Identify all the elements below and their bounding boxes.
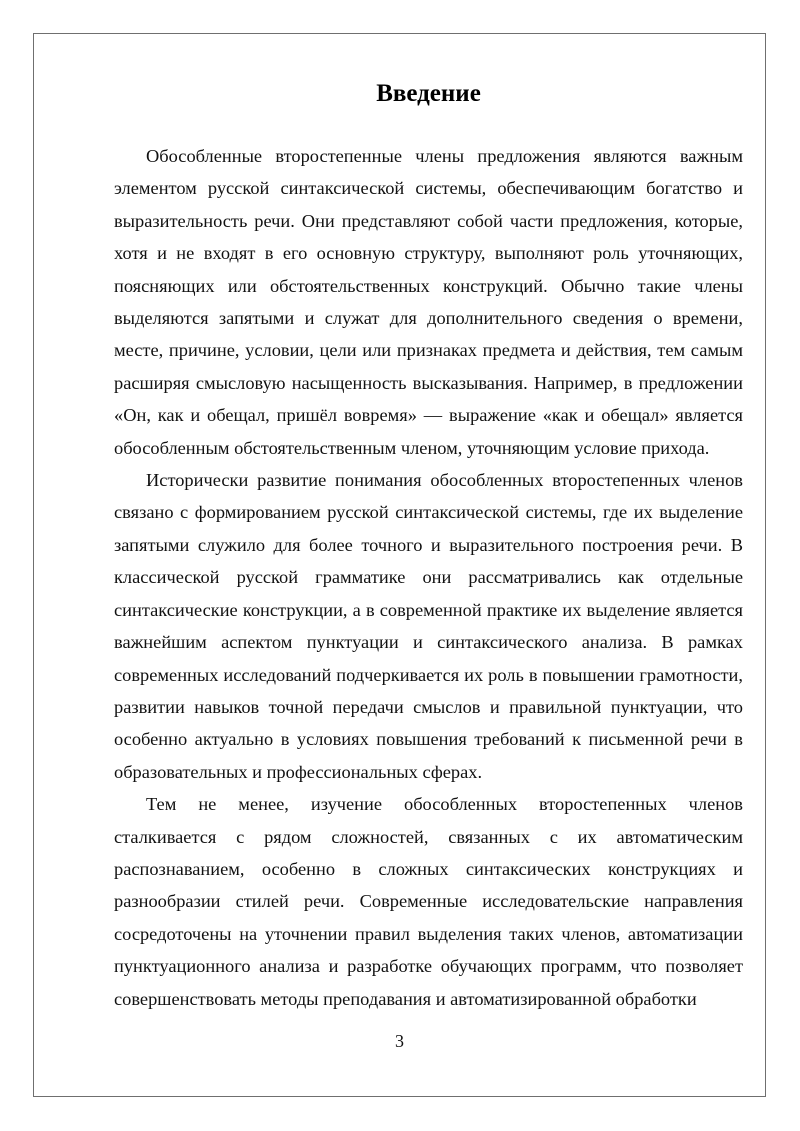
page-content bbox=[114, 78, 743, 1015]
paragraph-2: Исторически развитие понимания обособленных второстепенных членов связано с формированием русской синтаксической системы, где их выделение запятыми служило для более точного и выразительного построения речи. В классической русской грамматике они рассматривались как отдельные синтаксические конструкции, а в современной практике их выделение является важнейшим аспектом пунктуации и синтаксического анализа. В рамках современных исследований подчеркивается их роль в повышении грамотности, развитии навыков точной передачи смыслов и правильной пунктуации, что особенно актуально в условиях повышения требований к письменной речи в образовательных и профессиональных сферах. bbox=[114, 470, 743, 782]
page-number: 3 bbox=[395, 1031, 404, 1051]
paragraph-3: Тем не менее, изучение обособленных второстепенных членов сталкивается с рядом сложностей, связанных с их автоматическим распознаванием, особенно в сложных синтаксических конструкциях и разнообразии стилей речи. Современные исследовательские направления сосредоточены на уточнении правил выделения таких членов, автоматизации пунктуационного анализа и разработке обучающих программ, что позволяет совершенствовать методы преподавания и автоматизированной обработки bbox=[114, 794, 743, 1009]
section-heading: Введение bbox=[376, 80, 481, 107]
paragraph-1: Обособленные второстепенные члены предложения являются важным элементом русской синтаксической системы, обеспечивающим богатство и выразительность речи. Они представляют собой части предложения, которые, хотя и не входят в его основную структуру, выполняют роль уточняющих, поясняющих или обстоятельственных конструкций. Обычно такие члены выделяются запятыми и служат для дополнительного сведения о времени, месте, причине, условии, цели или признаках предмета и действия, тем самым расширяя смысловую насыщенность высказывания. Например, в предложении «Он, как и обещал, пришёл вовремя» — выражение «как и обещал» является обособленным обстоятельственным членом, уточняющим условие прихода. bbox=[114, 146, 743, 458]
page bbox=[33, 33, 766, 1097]
